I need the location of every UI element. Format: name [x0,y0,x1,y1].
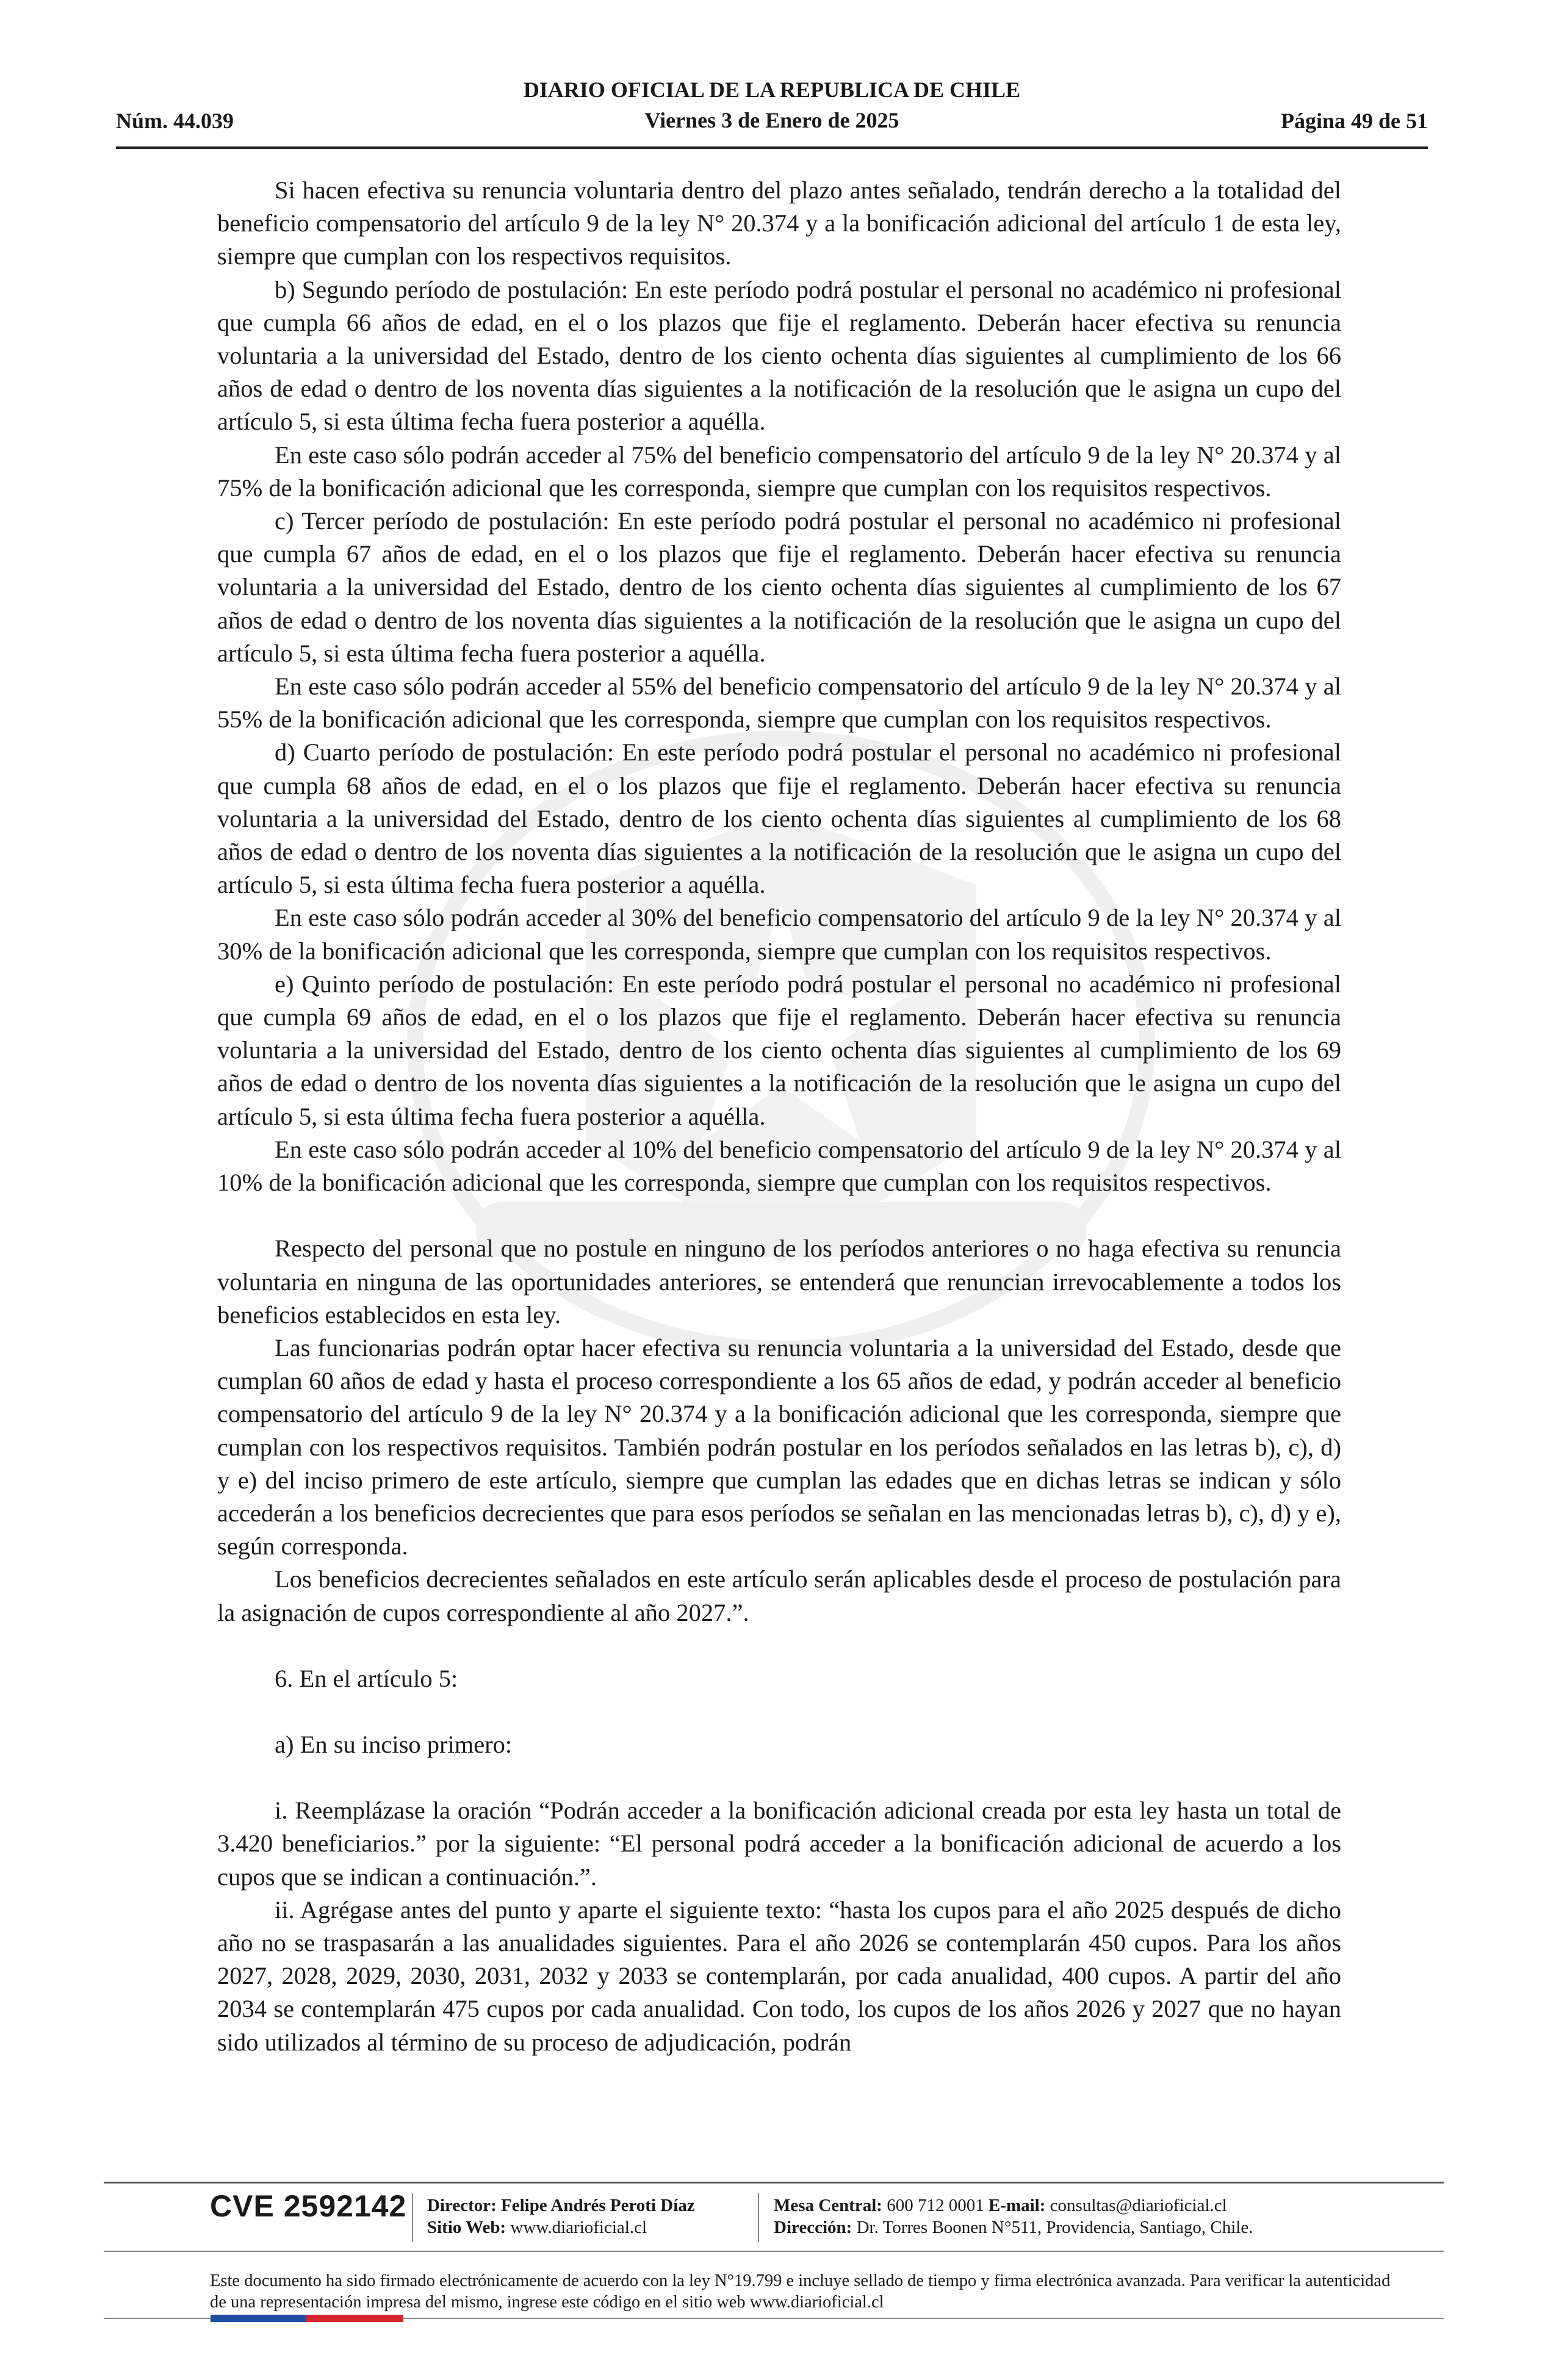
web-label: Sitio Web: [427,2218,506,2237]
footer-info-row [104,2183,1444,2251]
paragraph: c) Tercer período de postulación: En este período podrá postular el personal no académico ni profesional que cumpla 67 años de edad, en el o los plazos que fije el reglamento. Deberán hacer efectiva su renuncia voluntaria a la universidad del Estado, dentro de los ciento ochenta días siguientes al cumplimiento de los 67 años de edad o dentro de los noventa días siguientes a la notificación de la resolución que le asigna un cupo del artículo 5, si esta última fecha fuera posterior a aquélla. [217,507,1341,667]
legal-notice: Este documento ha sido firmado electrónicamente de acuerdo con la ley N°19.799 e incluye sellado de tiempo y firma electrónica avanzada. Para verificar la autenticidad de una representación impresa del mismo, ingrese este código en el sitio web www.diarioficial.cl [210,2271,1391,2312]
paragraph: Las funcionarias podrán optar hacer efectiva su renuncia voluntaria a la universidad del Estado, desde que cumplan 60 años de edad y hasta el proceso correspondiente a los 65 años de edad, y podrán acceder al beneficio compensatorio del artículo 9 de la ley N° 20.374 y a la bonificación adicional que les corresponda, siempre que cumplan con los respectivos requisitos. También podrán postular en los períodos señalados en las letras b), c), d) y e) del inciso primero de este artículo, siempre que cumplan las edades que en dichas letras se indican y sólo accederán a los beneficios decrecientes que para esos períodos se señalan en las mencionadas letras b), c), d) y e), según corresponda. [217,1333,1341,1560]
paragraph: Si hacen efectiva su renuncia voluntaria dentro del plazo antes señalado, tendrán derecho a la totalidad del beneficio compensatorio del artículo 9 de la ley N° 20.374 y a la bonificación adicional del artículo 1 de esta ley, siempre que cumplan con los respectivos requisitos. [217,176,1341,270]
mesa-label: Mesa Central: [774,2196,882,2215]
email-label: E-mail: [988,2196,1046,2215]
paragraph: En este caso sólo podrán acceder al 30% del beneficio compensatorio del artículo 9 de la ley N° 20.374 y al 30% de la bonificación adicional que les corresponda, siempre que cumplan con los requisitos respectivos. [217,904,1341,965]
issue-number: Núm. 44.039 [116,109,234,133]
publication-title-block [116,74,1428,135]
paragraph: En este caso sólo podrán acceder al 55% del beneficio compensatorio del artículo 9 de la ley N° 20.374 y al 55% de la bonificación adicional que les corresponda, siempre que cumplan con los requisitos respectivos. [217,673,1341,734]
page-header [116,74,1428,149]
mesa-value: 600 712 0001 [887,2196,984,2215]
paragraph: a) En su inciso primero: [275,1730,513,1758]
footer-contact-block [774,2194,1253,2238]
address-label: Dirección: [774,2218,852,2237]
document-body [217,174,1341,2059]
paragraph: b) Segundo período de postulación: En este período podrá postular el personal no académico ni profesional que cumpla 66 años de edad, en el o los plazos que fije el reglamento. Deberán hacer efectiva su renuncia voluntaria a la universidad del Estado, dentro de los ciento ochenta días siguientes al cumplimiento de los 66 años de edad o dentro de los noventa días siguientes a la notificación de la resolución que le asigna un cupo del artículo 5, si esta última fecha fuera posterior a aquélla. [217,275,1341,436]
cve-code: CVE 2592142 [210,2189,407,2223]
paragraph: i. Reemplázase la oración “Podrán acceder a la bonificación adicional creada por esta ley hasta un total de 3.420 beneficiarios.” por la siguiente: “El personal podrá acceder a la bonificación adicional de acuerdo a los cupos que se indican a continuación.”. [217,1797,1341,1891]
publication-title: DIARIO OFICIAL DE LA REPUBLICA DE CHILE [523,78,1021,102]
footer-director-block [427,2194,695,2238]
paragraph: d) Cuarto período de postulación: En este período podrá postular el personal no académico ni profesional que cumpla 68 años de edad, en el o los plazos que fije el reglamento. Deberán hacer efectiva su renuncia voluntaria a la universidad del Estado, dentro de los ciento ochenta días siguientes al cumplimiento de los 68 años de edad o dentro de los noventa días siguientes a la notificación de la resolución que le asigna un cupo del artículo 5, si esta última fecha fuera posterior a aquélla. [217,738,1341,899]
paragraph: 6. En el artículo 5: [275,1664,458,1692]
address-value: Dr. Torres Boonen N°511, Providencia, Santiago, Chile. [856,2218,1253,2237]
paragraph: e) Quinto período de postulación: En este período podrá postular el personal no académico ni profesional que cumpla 69 años de edad, en el o los plazos que fije el reglamento. Deberán hacer efectiva su renuncia voluntaria a la universidad del Estado, dentro de los ciento ochenta días siguientes al cumplimiento de los 69 años de edad o dentro de los noventa días siguientes a la notificación de la resolución que le asigna un cupo del artículo 5, si esta última fecha fuera posterior a aquélla. [217,970,1341,1130]
email-value: consultas@diarioficial.cl [1050,2196,1227,2215]
director-name: Felipe Andrés Peroti Díaz [501,2196,695,2215]
publication-date: Viernes 3 de Enero de 2025 [644,108,899,132]
paragraph: Los beneficios decrecientes señalados en este artículo serán aplicables desde el proceso de postulación para la asignación de cupos correspondiente al año 2027.”. [217,1565,1341,1626]
footer-middle-rule [104,2251,1444,2252]
paragraph: En este caso sólo podrán acceder al 10% del beneficio compensatorio del artículo 9 de la ley N° 20.374 y al 10% de la bonificación adicional que les corresponda, siempre que cumplan con los requisitos respectivos. [217,1135,1341,1197]
paragraph: Respecto del personal que no postule en ninguno de los períodos anteriores o no haga efectiva su renuncia voluntaria en ninguna de las oportunidades anteriores, se entenderá que renuncian irrevocablemente a todos los beneficios establecidos en esta ley. [217,1235,1341,1329]
page-footer [104,2182,1444,2319]
footer-divider [758,2193,759,2242]
director-label: Director: [427,2196,497,2215]
page-number: Página 49 de 51 [1280,109,1428,133]
paragraph: En este caso sólo podrán acceder al 75% del beneficio compensatorio del artículo 9 de la ley N° 20.374 y al 75% de la bonificación adicional que les corresponda, siempre que cumplan con los requisitos respectivos. [217,441,1341,502]
paragraph: ii. Agrégase antes del punto y aparte el siguiente texto: “hasta los cupos para el año 2025 después de dicho año no se traspasarán a las anualidades siguientes. Para el año 2026 se contemplarán 450 cupos. Para los años 2027, 2028, 2029, 2030, 2031, 2032 y 2033 se contemplarán, por cada anualidad, 400 cupos. A partir del año 2034 se contemplarán 475 cupos por cada anualidad. Con todo, los cupos de los años 2026 y 2027 que no hayan sido utilizados al término de su proceso de adjudicación, podrán [217,1895,1341,2056]
footer-divider [412,2193,413,2242]
flag-blue-segment [211,2315,306,2322]
flag-stripe [211,2315,403,2322]
flag-red-segment [306,2315,403,2322]
web-value: www.diarioficial.cl [510,2218,647,2237]
